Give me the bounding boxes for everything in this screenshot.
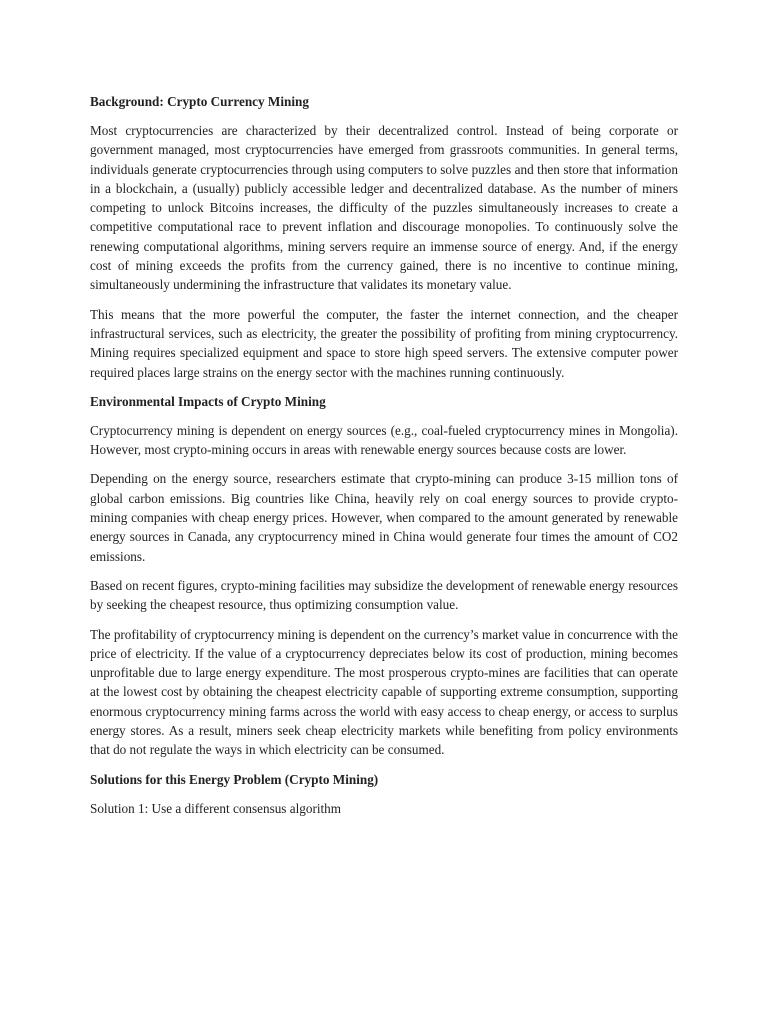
- solution-1-subheading: Solution 1: Use a different consensus algorithm: [90, 800, 342, 816]
- section-heading-background: Background: Crypto Currency Mining: [90, 94, 309, 109]
- paragraph-background-1: Most cryptocurrencies are characterized by their decentralized control. Instead of being corporate or government managed, most cryptocurrencies have emerged from grassroots communities. In general terms, individuals generate cryptocurrencies through using computers to solve puzzles and then store that information in a blockchain, a (usually) publicly accessible ledger and decentralized database. As the number of miners competing to unlock Bitcoins increases, the difficulty of the puzzles simultaneously increases to create a competitive computational race to prevent inflation and discourage monopolies. To continuously solve the renewing computational algorithms, mining servers require an immense source of energy. And, if the energy cost of mining exceeds the profits from the currency gained, there is no incentive to continue mining, simultaneously undermining the infrastructure that validates its monetary value.: [90, 123, 678, 293]
- section-heading-solutions: Solutions for this Energy Problem (Crypto Mining): [90, 771, 379, 787]
- section-heading-environmental-impacts: Environmental Impacts of Crypto Mining: [90, 393, 326, 409]
- paragraph-background-2: This means that the more powerful the computer, the faster the internet connection, and the cheaper infrastructural services, such as electricity, the greater the possibility of profiting from mining cryptocurrency. Mining requires specialized equipment and space to store high speed servers. The extensive computer power required places large strains on the energy sector with the machines running continuously.: [90, 306, 678, 380]
- paragraph-environmental-2: Depending on the energy source, researchers estimate that crypto-mining can produce 3-15 million tons of global carbon emissions. Big countries like China, heavily rely on coal energy sources to provide crypto-mining companies with cheap energy prices. However, when compared to the amount generated by renewable energy sources in Canada, any cryptocurrency mined in China would generate four times the amount of CO2 emissions.: [90, 471, 678, 564]
- paragraph-environmental-4: The profitability of cryptocurrency mining is dependent on the currency’s market value in concurrence with the price of electricity. If the value of a cryptocurrency depreciates below its cost of production, mining becomes unprofitable due to large energy expenditure. The most prosperous crypto-mines are facilities that can operate at the lowest cost by obtaining the cheapest electricity capable of supporting extreme consumption, supporting enormous cryptocurrency mining farms across the world with easy access to cheap energy, or access to surplus energy stores. As a result, miners seek cheap electricity markets while benefiting from policy environments that do not regulate the ways in which electricity can be consumed.: [90, 626, 678, 758]
- paragraph-environmental-1: Cryptocurrency mining is dependent on energy sources (e.g., coal-fueled cryptocurrency mines in Mongolia). However, most crypto-mining occurs in areas with renewable energy sources because costs are lower.: [90, 422, 678, 458]
- document-page: [90, 92, 678, 818]
- paragraph-environmental-3: Based on recent figures, crypto-mining facilities may subsidize the development of renewable energy resources by seeking the cheapest resource, thus optimizing consumption value.: [90, 577, 678, 613]
